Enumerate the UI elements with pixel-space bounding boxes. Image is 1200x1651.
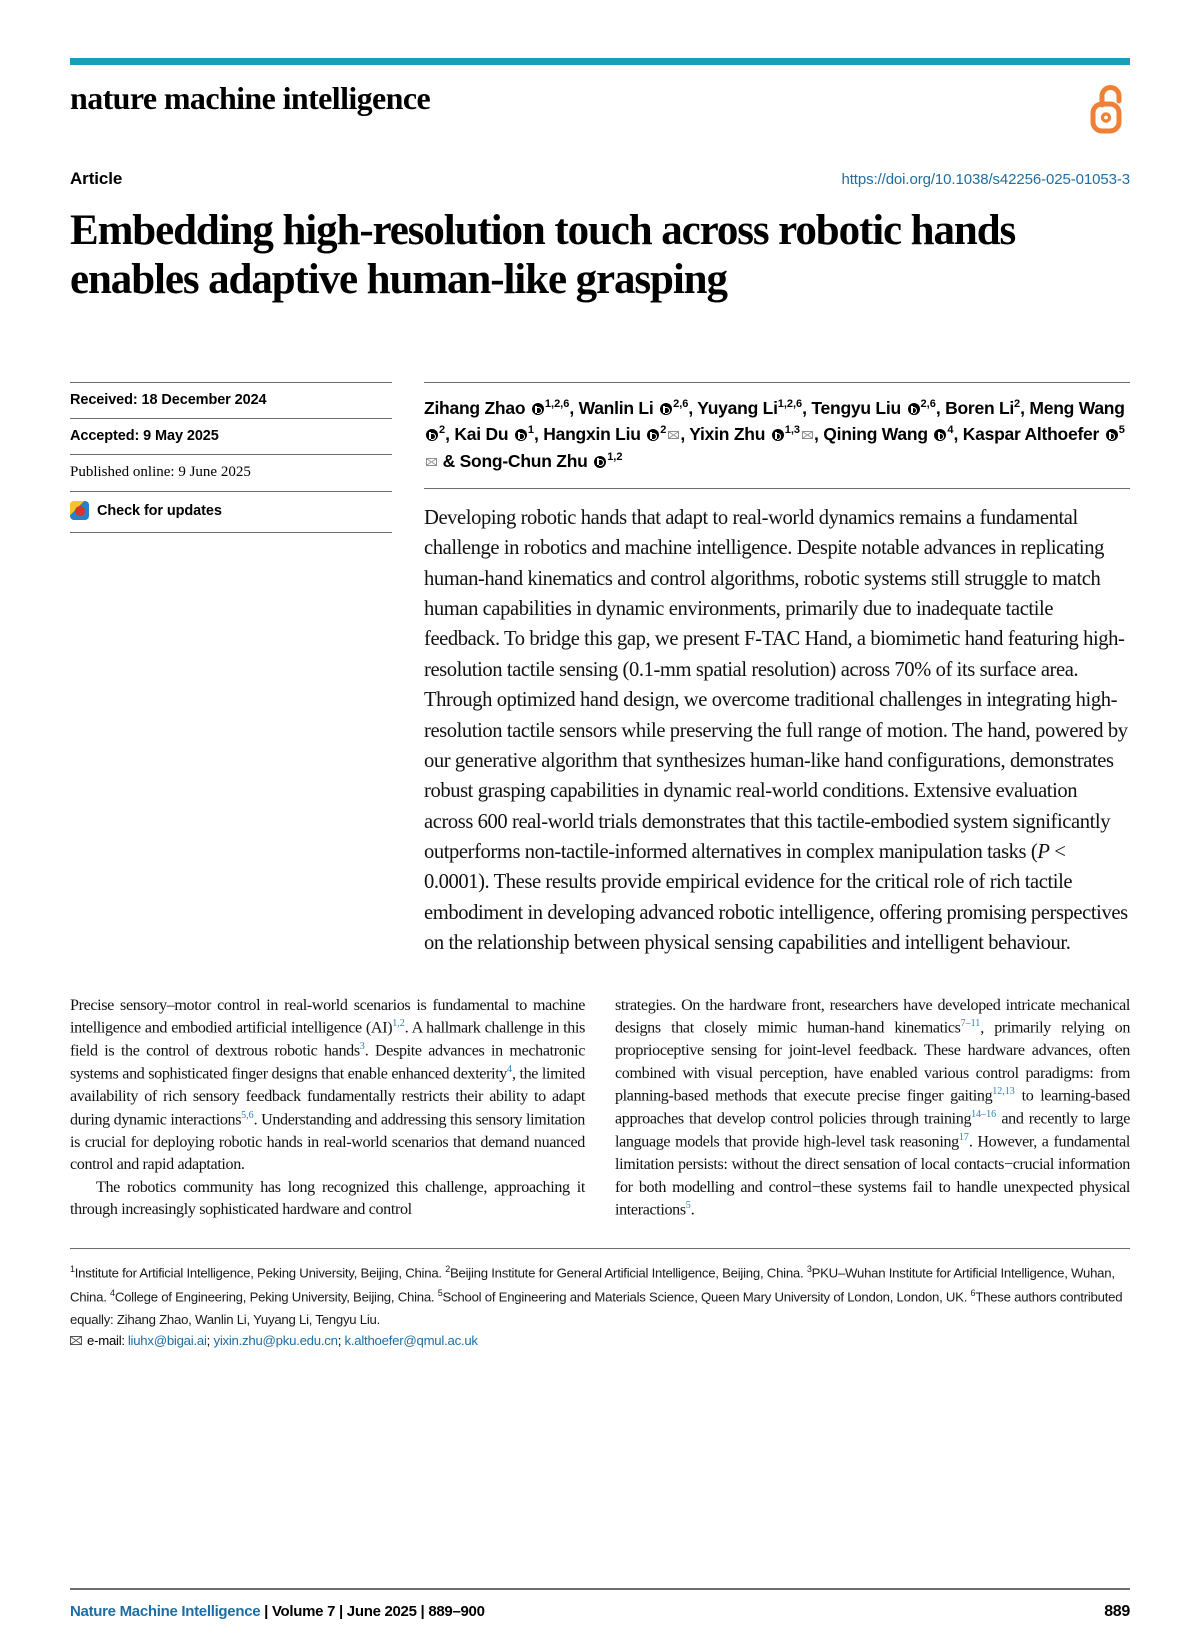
body-column-right: strategies. On the hardware front, researchers have developed intricate mechanical designs that closely mimic human-hand kinematics$^{7-11}$, primarily relying on proprioceptive sensing for joint-level feedback. These hardware advances, often combined with visual perception, have enabled various control paradigms: from planning-based methods that execute precise finger gaiting$^{12,13}$ to learning-based approaches that develop control policies through training$^{14-16}$ and recently to large language models that provide high-level task reasoning$^{17}$. However, a fundamental limitation persists: without the direct sensation of local contacts−crucial information for both modelling and control−these systems fail to handle unexpected physical interactions$^5$.: [615, 996, 1131, 1219]
published-online-date: Published online: 9 June 2025: [70, 454, 392, 491]
corresponding-author-envelope-icon[interactable]: [802, 431, 813, 439]
affiliations: $^1$Institute for Artificial Intelligence, Peking University, Beijing, China. $^2$Beijing Institute for General Artificial Intelligence, Beijing, China. $^3$PKU–Wuhan Institute for Artificial Intelligence, Wuhan, China. $^4$College of Engineering, Peking University, Beijing, China. $^5$School of Engineering and Materials Science, Queen Mary University of London, London, UK. $^6$These authors contributed equally: Zihang Zhao, Wanlin Li, Yuyang Li, Tengyu Liu.: [70, 1248, 1130, 1331]
orcid-icon[interactable]: [660, 403, 672, 415]
corresponding-author-envelope-icon[interactable]: [426, 458, 437, 466]
footer-journal-name[interactable]: Nature Machine Intelligence: [70, 1603, 261, 1620]
orcid-icon[interactable]: [532, 403, 544, 415]
footer-separator-2: |: [339, 1603, 343, 1620]
email-separator: ;: [206, 1333, 214, 1349]
article-type-label: Article: [70, 169, 123, 188]
orcid-icon[interactable]: [515, 429, 527, 441]
metadata-and-abstract: [70, 382, 1130, 958]
body-column-left: Precise sensory–motor control in real-world scenarios is fundamental to machine intelligence and embodied artificial intelligence (AI)$^{1,2}$. A hallmark challenge in this field is the control of dextrous robotic hands$^3$. Despite advances in mechatronic systems and sophisticated finger designs that enable enhanced dexterity$^4$, the limited availability of rich sensory feedback fundamentally restricts their ability to adapt during dynamic interactions$^{5,6}$. Understanding and addressing this sensory limitation is crucial for deploying robotic hands in real-world scenarios that demand nuanced control and rapid adaptation. The robotics community has long recognized this challenge, approaching it through increasingly sophisticated hardware and control: [70, 996, 585, 1219]
received-date: Received: 18 December 2024: [70, 382, 392, 418]
journal-title: nature machine intelligence: [70, 80, 431, 116]
article-body: [70, 995, 1130, 1223]
page-title: Embedding high-resolution touch across robotic hands enables adaptive human-like grasping: [70, 207, 1016, 303]
footer-separator-1: |: [264, 1603, 269, 1620]
masthead: [70, 65, 1130, 149]
footer-page-range: 889–900: [428, 1603, 485, 1620]
orcid-icon[interactable]: [1106, 429, 1118, 441]
doi-link[interactable]: https://doi.org/10.1038/s42256-025-01053-3: [841, 171, 1130, 188]
email-addresses[interactable]: [128, 1333, 478, 1348]
page-number: 889: [1104, 1603, 1130, 1620]
email-separator: ;: [337, 1333, 345, 1349]
footer-volume: Volume 7: [271, 1603, 336, 1620]
footer-citation: [70, 1603, 485, 1620]
email-address-link[interactable]: yixin.zhu@pku.edu.cn: [213, 1333, 338, 1349]
publication-dates-panel: [70, 382, 392, 958]
check-for-updates-label: Check for updates: [97, 502, 222, 519]
author-list: Zihang Zhao $^{1,2,6}$, Wanlin Li $^{2,6}$, Yuyang Li$^{1,2,6}$, Tengyu Liu $^{2,6}$, Boren Li$^2$, Meng Wang $^2$, Kai Du $^1$, Hangxin Liu $^2$ , Yixin Zhu $^{1,3}$ , Qining Wang $^4$, Kaspar Althoefer $^5$ & Song-Chun Zhu $^{1,2}$: [424, 382, 1130, 488]
crossmark-icon: [70, 501, 89, 520]
footer-issue-date: June 2025: [346, 1603, 417, 1620]
orcid-icon[interactable]: [594, 456, 606, 468]
corresponding-email-line: [70, 1333, 1130, 1348]
orcid-icon[interactable]: [647, 429, 659, 441]
article-page: [0, 58, 1200, 1651]
article-type-row: [70, 149, 1130, 189]
email-address-link[interactable]: liuhx@bigai.ai: [127, 1333, 207, 1349]
abstract-text: Developing robotic hands that adapt to real-world dynamics remains a fundamental challenge in robotics and machine intelligence. Despite notable advances in replicating human-hand kinematics and control algorithms, robotic systems still struggle to match human capabilities in dynamic environments, primarily due to inadequate tactile feedback. To bridge this gap, we present F-TAC Hand, a biomimetic hand featuring high-resolution tactile sensing (0.1-mm spatial resolution) across 70% of its surface area. Through optimized hand design, we overcome traditional challenges in integrating high-resolution tactile sensors while preserving the full range of motion. The hand, powered by our generative algorithm that synthesizes human-like hand configurations, demonstrates robust grasping capabilities in dynamic real-world conditions. Extensive evaluation across 600 real-world trials demonstrates that this tactile-embodied system significantly outperforms non-tactile-informed alternatives in complex manipulation tasks (P < 0.0001). These results provide empirical evidence for the critical role of rich tactile embodiment in developing advanced robotic intelligence, offering promising perspectives on the relationship between physical sensing capabilities and intelligent behaviour.: [424, 488, 1130, 959]
orcid-icon[interactable]: [934, 429, 946, 441]
envelope-icon: [70, 1336, 82, 1345]
accepted-date: Accepted: 9 May 2025: [70, 418, 392, 454]
check-for-updates-button[interactable]: [70, 491, 392, 533]
orcid-icon[interactable]: [772, 429, 784, 441]
open-access-lock-icon: [1088, 83, 1130, 140]
orcid-icon[interactable]: [908, 403, 920, 415]
masthead-top-rule: [70, 58, 1130, 65]
corresponding-author-envelope-icon[interactable]: [668, 431, 679, 439]
abstract-panel: [424, 382, 1130, 958]
email-label: e-mail:: [87, 1333, 125, 1349]
footer-separator-3: |: [420, 1603, 425, 1620]
orcid-icon[interactable]: [426, 429, 438, 441]
email-address-link[interactable]: k.althoefer@qmul.ac.uk: [344, 1333, 478, 1349]
